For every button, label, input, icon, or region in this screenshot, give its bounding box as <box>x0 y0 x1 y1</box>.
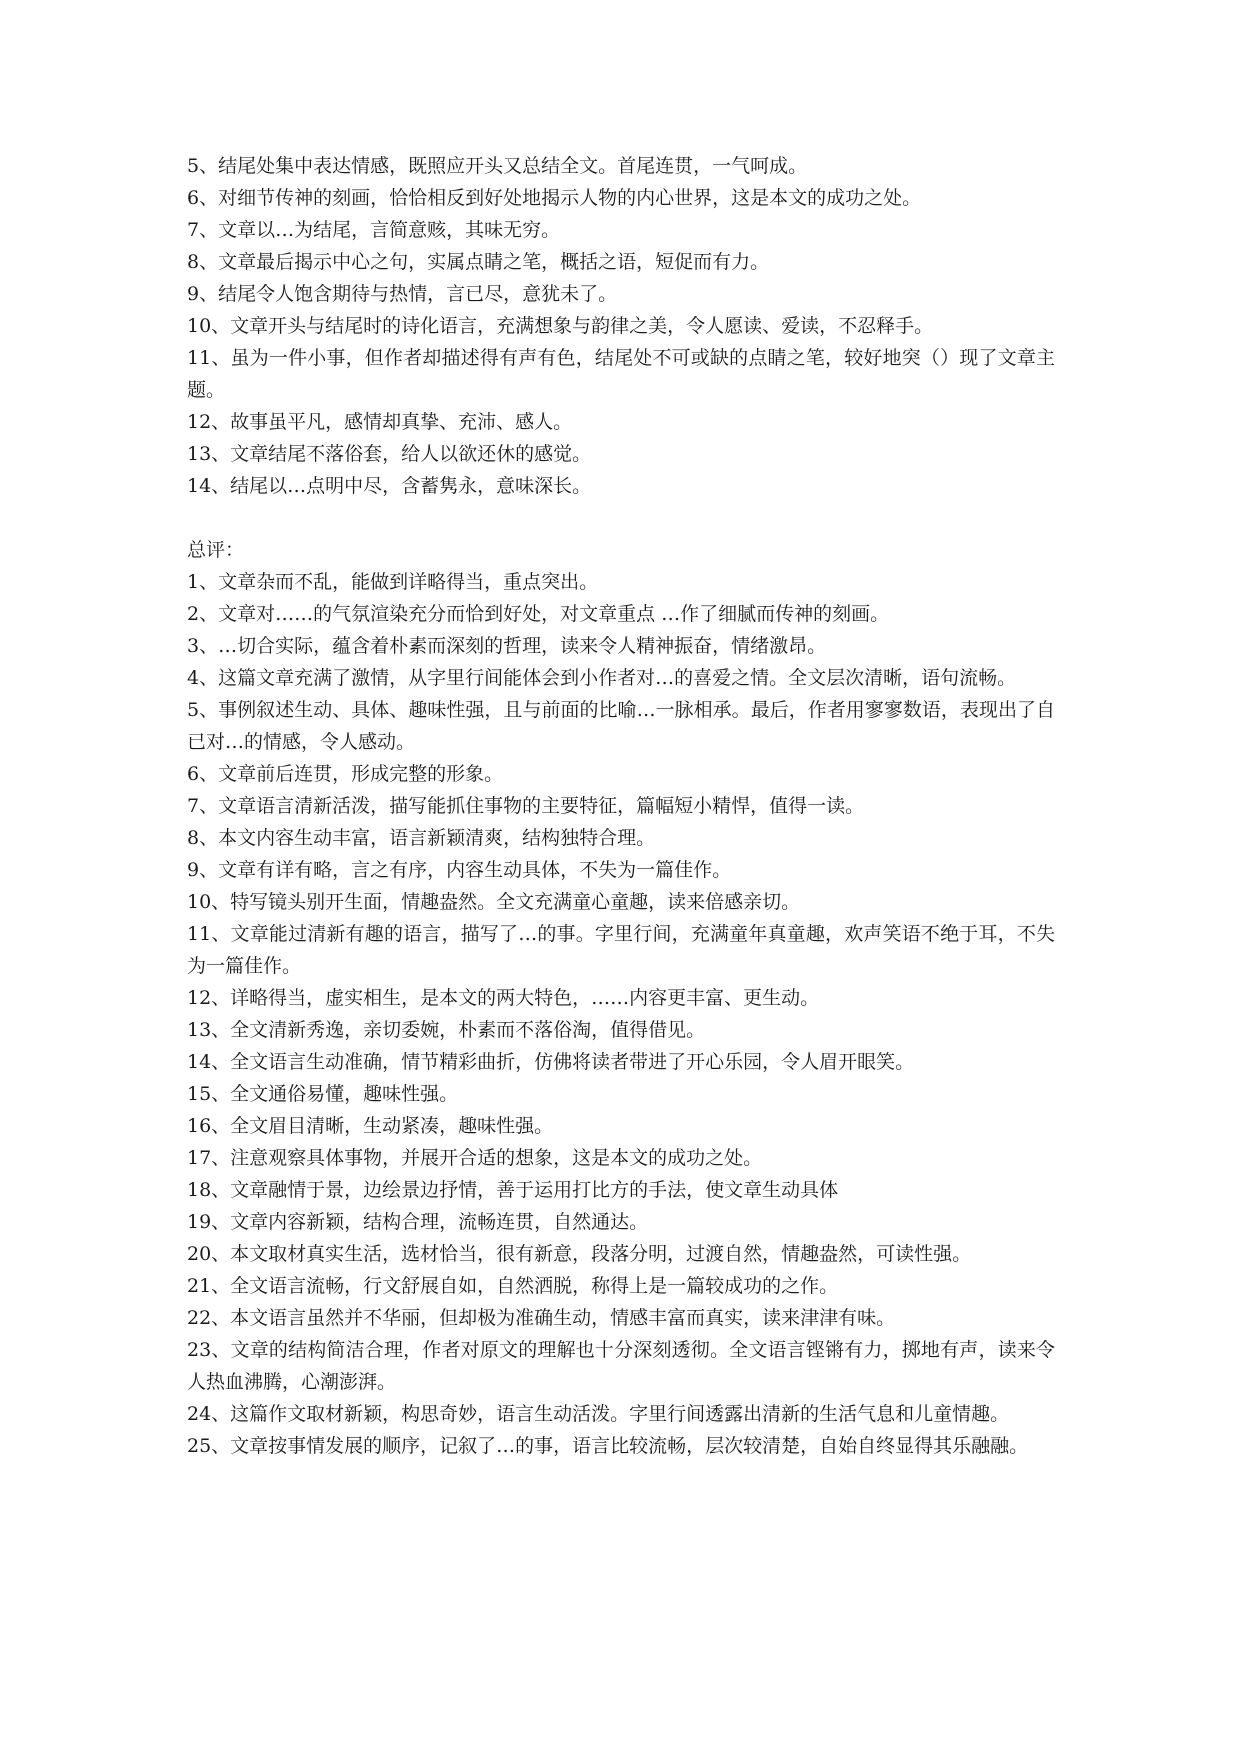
list-item: 11、虽为一件小事，但作者却描述得有声有色，结尾处不可或缺的点睛之笔，较好地突（）现了文章主题。 <box>187 347 1055 401</box>
list-item: 10、文章开头与结尾时的诗化语言，充满想象与韵律之美，令人愿读、爱读，不忍释手。 <box>187 315 934 337</box>
list-item: 7、文章以…为结尾，言简意赅，其味无穷。 <box>187 219 561 241</box>
summary-comments-list <box>187 566 1055 1462</box>
list-item: 13、文章结尾不落俗套，给人以欲还休的感觉。 <box>187 443 592 465</box>
list-item: 22、本文语言虽然并不华丽，但却极为准确生动，情感丰富而真实，读来津津有味。 <box>187 1307 896 1329</box>
list-item: 8、本文内容生动丰富，语言新颖清爽，结构独特合理。 <box>187 827 656 849</box>
list-item: 3、…切合实际，蕴含着朴素而深刻的哲理，读来令人精神振奋，情绪激昂。 <box>187 635 827 657</box>
list-item: 19、文章内容新颖，结构合理，流畅连贯，自然通达。 <box>187 1211 649 1233</box>
list-item: 6、对细节传神的刻画，恰恰相反到好处地揭示人物的内心世界，这是本文的成功之处。 <box>187 187 922 209</box>
list-item: 12、故事虽平凡，感情却真挚、充沛、感人。 <box>187 411 573 433</box>
list-item: 9、结尾令人饱含期待与热情，言已尽，意犹未了。 <box>187 283 618 305</box>
list-item: 1、文章杂而不乱，能做到详略得当，重点突出。 <box>187 571 599 593</box>
list-item: 17、注意观察具体事物，并展开合适的想象，这是本文的成功之处。 <box>187 1147 763 1169</box>
list-item: 7、文章语言清新活泼，描写能抓住事物的主要特征，篇幅短小精悍，值得一读。 <box>187 795 865 817</box>
list-item: 16、全文眉目清晰，生动紧凑，趣味性强。 <box>187 1115 554 1137</box>
list-item: 9、文章有详有略，言之有序，内容生动具体，不失为一篇佳作。 <box>187 859 732 881</box>
list-item: 2、文章对……的气氛渲染充分而恰到好处，对文章重点 …作了细腻而传神的刻画。 <box>187 603 890 625</box>
list-item: 11、文章能过清新有趣的语言，描写了…的事。字里行间，充满童年真童趣，欢声笑语不绝于耳，不失为一篇佳作。 <box>187 923 1055 977</box>
list-item: 24、这篇作文取材新颖，构思奇妙，语言生动活泼。字里行间透露出清新的生活气息和儿童情趣。 <box>187 1403 1010 1425</box>
document-page <box>187 150 1055 1462</box>
list-item: 13、全文清新秀逸，亲切委婉，朴素而不落俗淘，值得借见。 <box>187 1019 706 1041</box>
list-item: 8、文章最后揭示中心之句，实属点睛之笔，概括之语，短促而有力。 <box>187 251 770 273</box>
list-item: 15、全文通俗易懂，趣味性强。 <box>187 1083 459 1105</box>
list-item: 14、结尾以…点明中尽，含蓄隽永，意味深长。 <box>187 475 592 497</box>
list-item: 14、全文语言生动准确，情节精彩曲折，仿佛将读者带进了开心乐园，令人眉开眼笑。 <box>187 1051 915 1073</box>
summary-heading: 总评： <box>187 539 245 561</box>
list-item: 18、文章融情于景，边绘景边抒情，善于运用打比方的手法，使文章生动具体 <box>187 1179 839 1201</box>
list-item: 20、本文取材真实生活，选材恰当，很有新意，段落分明，过渡自然，情趣盎然，可读性强。 <box>187 1243 972 1265</box>
list-item: 6、文章前后连贯，形成完整的形象。 <box>187 763 504 785</box>
list-item: 5、事例叙述生动、具体、趣味性强，且与前面的比喻…一脉相承。最后，作者用寥寥数语，表现出了自已对…的情感，令人感动。 <box>187 699 1055 753</box>
list-item: 25、文章按事情发展的顺序，记叙了…的事，语言比较流畅，层次较清楚，自始自终显得其乐融融。 <box>187 1435 1029 1457</box>
list-item: 12、详略得当，虚实相生，是本文的两大特色，……内容更丰富、更生动。 <box>187 987 820 1009</box>
list-item: 4、这篇文章充满了激情，从字里行间能体会到小作者对…的喜爱之情。全文层次清晰，语句流畅。 <box>187 667 1017 689</box>
list-item: 10、特写镜头别开生面，情趣盎然。全文充满童心童趣，读来倍感亲切。 <box>187 891 801 913</box>
ending-comments-list <box>187 150 1055 502</box>
list-item: 23、文章的结构简洁合理，作者对原文的理解也十分深刻透彻。全文语言铿锵有力，掷地有声，读来令人热血沸腾，心潮澎湃。 <box>187 1339 1055 1393</box>
list-item: 21、全文语言流畅，行文舒展自如，自然洒脱，称得上是一篇较成功的之作。 <box>187 1275 839 1297</box>
list-item: 5、结尾处集中表达情感，既照应开头又总结全文。首尾连贯，一气呵成。 <box>187 155 808 177</box>
section-spacer <box>187 502 1055 534</box>
